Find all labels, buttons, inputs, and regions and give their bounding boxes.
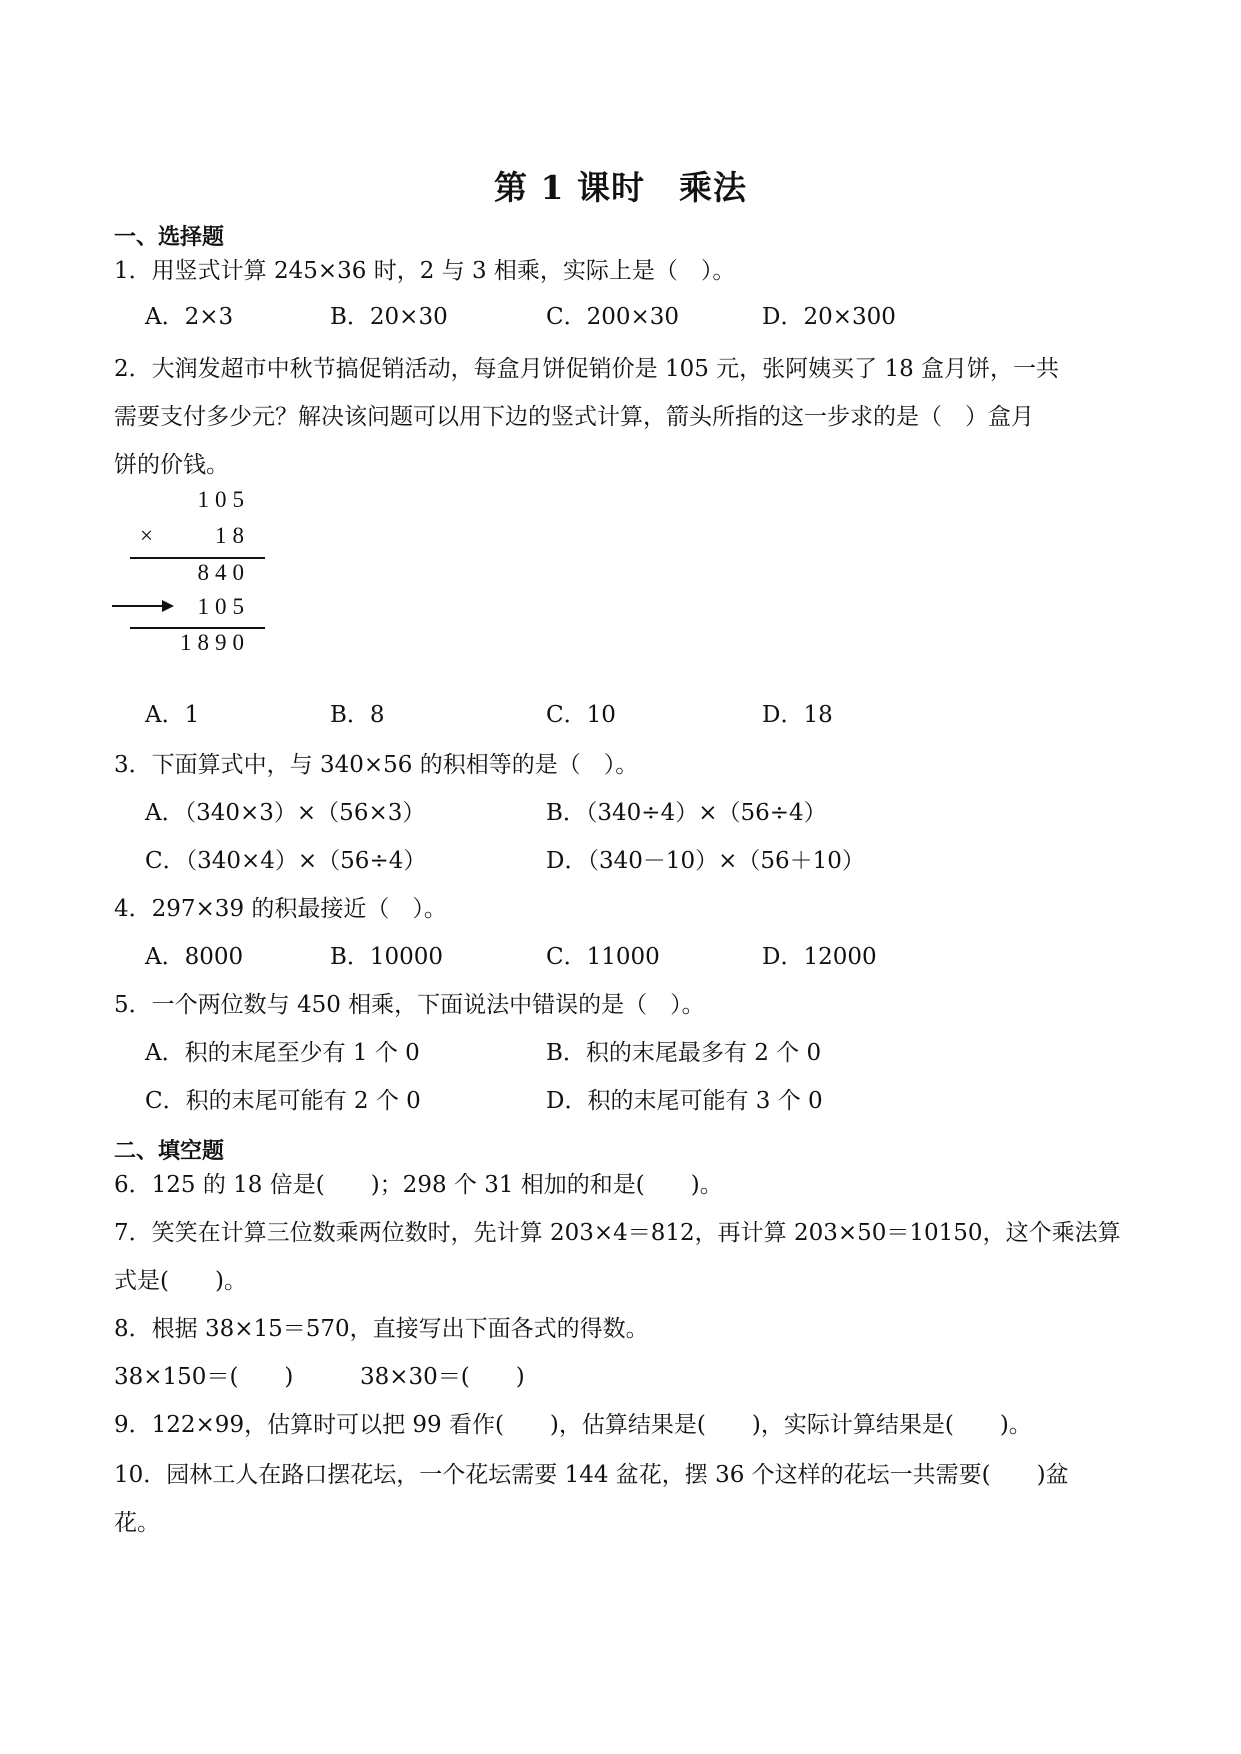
- question-3-option-d: D．（340－10）×（56＋10）: [546, 848, 865, 874]
- calc-multiplicand: 105: [197, 487, 250, 512]
- section-heading-fill: 二、填空题: [114, 1138, 225, 1164]
- question-4-option-a: A．8000: [145, 944, 244, 970]
- question-7-stem-line-2: 式是( )。: [114, 1268, 247, 1294]
- question-5-option-d: D．积的末尾可能有 3 个 0: [546, 1088, 823, 1114]
- question-1-option-b: B．20×30: [330, 304, 448, 330]
- calc-rule-1: [130, 557, 265, 559]
- question-3-option-c: C．（340×4）×（56÷4）: [145, 848, 427, 874]
- question-2-stem-line-2: 需要支付多少元？解决该问题可以用下边的竖式计算，箭头所指的这一步求的是（ ）盒月: [114, 404, 1034, 430]
- section-heading-choice: 一、选择题: [114, 224, 225, 250]
- question-5-option-b: B．积的末尾最多有 2 个 0: [546, 1040, 822, 1066]
- calc-result: 1890: [180, 630, 250, 655]
- question-9-stem: 9．122×99，估算时可以把 99 看作( )，估算结果是( )，实际计算结果是( )。: [114, 1412, 1032, 1438]
- question-10-stem-line-1: 10．园林工人在路口摆花坛，一个花坛需要 144 盆花，摆 36 个这样的花坛一共需要( )盆: [114, 1462, 1069, 1488]
- question-3-option-a: A．（340×3）×（56×3）: [145, 800, 426, 826]
- question-3-option-b: B．（340÷4）×（56÷4）: [546, 800, 827, 826]
- question-8-item-1: 38×150＝( ): [114, 1364, 294, 1390]
- question-8-stem: 8．根据 38×15＝570，直接写出下面各式的得数。: [114, 1316, 649, 1342]
- question-4-option-d: D．12000: [762, 944, 877, 970]
- question-1-option-c: C．200×30: [546, 304, 680, 330]
- question-7-stem-line-1: 7．笑笑在计算三位数乘两位数时，先计算 203×4＝812，再计算 203×50＝10150，这个乘法算: [114, 1220, 1121, 1246]
- calc-multiply-sign: ×: [140, 523, 153, 548]
- question-4-option-c: C．11000: [546, 944, 660, 970]
- question-2-option-d: D．18: [762, 702, 833, 728]
- question-8-item-2: 38×30＝( ): [360, 1364, 525, 1390]
- question-2-option-c: C．10: [546, 702, 616, 728]
- question-5-option-a: A．积的末尾至少有 1 个 0: [145, 1040, 420, 1066]
- question-5-option-c: C．积的末尾可能有 2 个 0: [145, 1088, 421, 1114]
- question-2-stem-line-1: 2．大润发超市中秋节搞促销活动，每盒月饼促销价是 105 元，张阿姨买了 18 盒月饼，一共: [114, 356, 1060, 382]
- question-5-stem: 5．一个两位数与 450 相乘，下面说法中错误的是（ ）。: [114, 992, 705, 1018]
- question-1-stem: 1．用竖式计算 245×36 时，2 与 3 相乘，实际上是（ ）。: [114, 258, 736, 284]
- question-2-option-b: B．8: [330, 702, 385, 728]
- question-3-stem: 3．下面算式中，与 340×56 的积相等的是（ ）。: [114, 752, 639, 778]
- question-4-stem: 4．297×39 的积最接近（ ）。: [114, 896, 447, 922]
- question-1-option-a: A．2×3: [145, 304, 234, 330]
- question-10-stem-line-2: 花。: [114, 1510, 160, 1536]
- calc-rule-2: [130, 627, 265, 629]
- calc-partial-1: 840: [197, 560, 250, 585]
- page-title: 第 1 课时 乘法: [494, 168, 747, 207]
- question-4-option-b: B．10000: [330, 944, 444, 970]
- question-2-option-a: A．1: [145, 702, 200, 728]
- question-2-stem-line-3: 饼的价钱。: [114, 452, 229, 478]
- question-6-stem: 6．125 的 18 倍是( )；298 个 31 相加的和是( )。: [114, 1172, 723, 1198]
- question-1-option-d: D．20×300: [762, 304, 896, 330]
- calc-multiplier: 18: [215, 523, 250, 548]
- calc-partial-2: 105: [197, 594, 250, 619]
